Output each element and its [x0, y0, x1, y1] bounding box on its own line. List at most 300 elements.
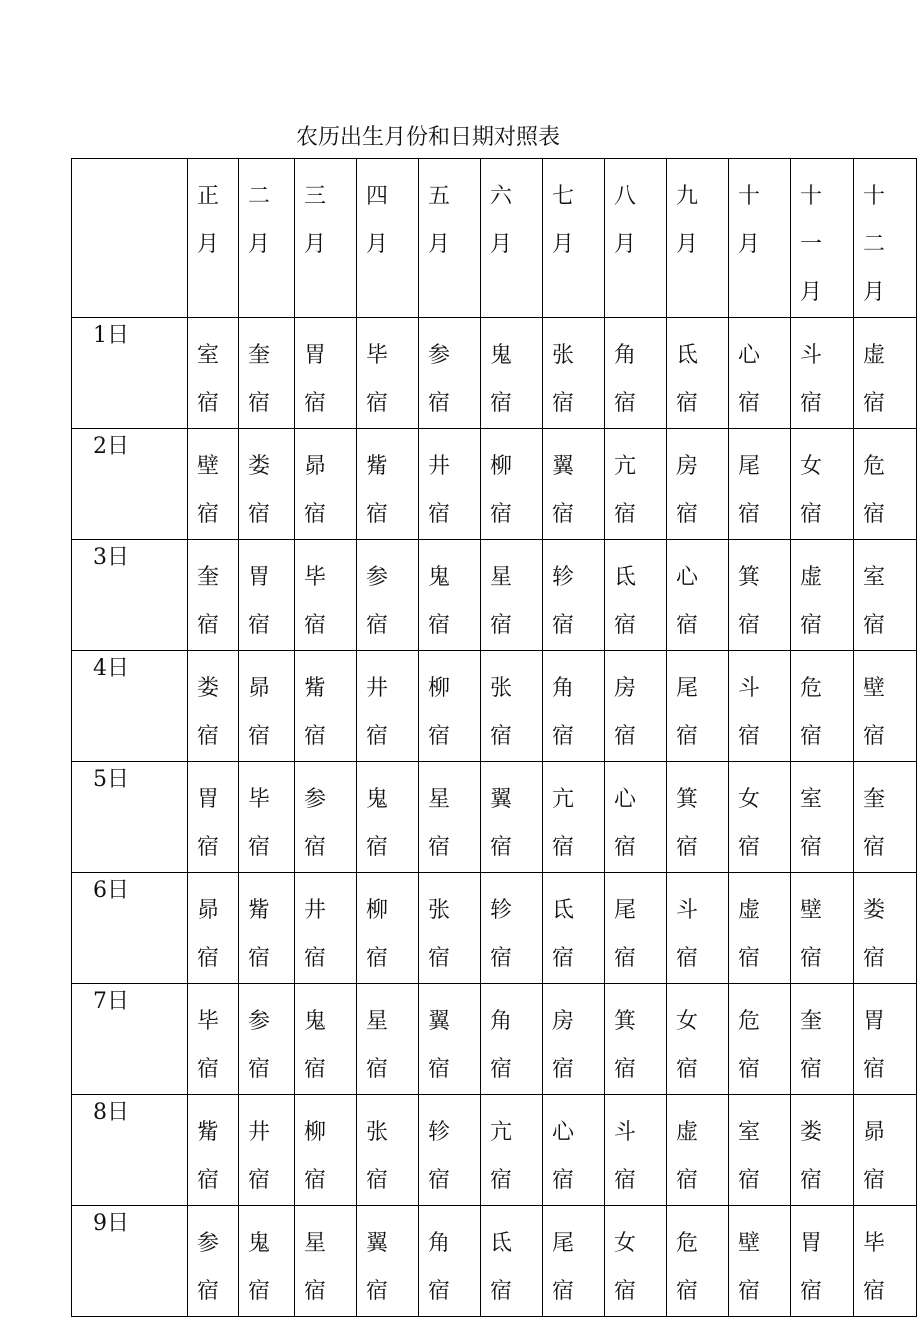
mansion-char: 箕: [676, 787, 699, 812]
mansion-cell: [854, 762, 917, 873]
mansion-text: [729, 429, 790, 539]
mansion-char: 张: [490, 676, 513, 701]
mansion-char: 室: [738, 1120, 761, 1145]
mansion-text: [239, 1095, 294, 1205]
mansion-char: 奎: [800, 1009, 823, 1034]
mansion-char: 女: [800, 454, 823, 479]
mansion-text: [543, 540, 604, 650]
mansion-cell: [481, 762, 543, 873]
mansion-char: 壁: [738, 1231, 761, 1256]
mansion-char: 心: [614, 787, 637, 812]
month-char: 一: [800, 232, 823, 257]
mansion-text: [854, 540, 916, 650]
mansion-cell: [605, 429, 667, 540]
mansion-char: 星: [490, 565, 513, 590]
mansion-cell: [239, 540, 295, 651]
mansion-char: 宿: [248, 502, 271, 527]
mansion-char: 宿: [800, 1279, 823, 1304]
mansion-text: [854, 984, 916, 1094]
mansion-cell: [357, 873, 419, 984]
mansion-char: 宿: [428, 724, 451, 749]
mansion-char: 虚: [738, 898, 761, 923]
month-label: [729, 159, 790, 269]
mansion-char: 宿: [248, 835, 271, 860]
mansion-cell: [543, 984, 605, 1095]
mansion-cell: [605, 984, 667, 1095]
mansion-cell: [419, 1095, 481, 1206]
mansion-text: [854, 873, 916, 983]
mansion-cell: [854, 318, 917, 429]
mansion-text: [791, 1206, 853, 1316]
mansion-cell: [543, 651, 605, 762]
mansion-cell: [357, 1095, 419, 1206]
mansion-cell: [543, 1095, 605, 1206]
mansion-text: [729, 318, 790, 428]
mansion-text: [481, 984, 542, 1094]
month-char: 八: [614, 184, 637, 209]
mansion-char: 心: [738, 343, 761, 368]
table-row: [72, 429, 917, 540]
mansion-char: 宿: [738, 502, 761, 527]
table-row: [72, 1206, 917, 1317]
mansion-char: 宿: [614, 502, 637, 527]
month-char: 月: [863, 280, 886, 305]
mansion-cell: [481, 540, 543, 651]
mansion-char: 宿: [304, 391, 327, 416]
mansion-cell: [357, 1206, 419, 1317]
mansion-char: 室: [197, 343, 220, 368]
mansion-char: 斗: [676, 898, 699, 923]
mansion-cell: [605, 762, 667, 873]
mansion-char: 宿: [552, 946, 575, 971]
mansion-cell: [667, 984, 729, 1095]
mansion-cell: [295, 651, 357, 762]
mansion-char: 宿: [490, 502, 513, 527]
month-char: 四: [366, 184, 389, 209]
mansion-text: [419, 1206, 480, 1316]
day-label-cell: [72, 762, 188, 873]
mansion-char: 宿: [676, 835, 699, 860]
mansion-cell: [791, 984, 854, 1095]
mansion-char: 宿: [197, 1279, 220, 1304]
mansion-cell: [481, 1095, 543, 1206]
mansion-char: 尾: [676, 676, 699, 701]
mansion-char: 宿: [304, 946, 327, 971]
day-label-cell: [72, 1206, 188, 1317]
mansion-char: 心: [676, 565, 699, 590]
month-char: 二: [863, 232, 886, 257]
mansion-cell: [188, 651, 239, 762]
mansion-cell: [295, 318, 357, 429]
mansion-cell: [854, 1206, 917, 1317]
mansion-cell: [667, 762, 729, 873]
mansion-text: [481, 318, 542, 428]
mansion-char: 宿: [366, 1168, 389, 1193]
day-label: 9日: [93, 1211, 129, 1236]
table-body: [72, 159, 917, 1317]
day-label-cell: [72, 429, 188, 540]
month-char: 十: [863, 184, 886, 209]
month-char: 月: [676, 232, 699, 257]
mansion-char: 宿: [197, 391, 220, 416]
month-header-9: [667, 159, 729, 318]
mansion-char: 宿: [800, 1057, 823, 1082]
mansion-char: 星: [428, 787, 451, 812]
mansion-text: [543, 984, 604, 1094]
mansion-text: [188, 540, 238, 650]
mansion-char: 宿: [490, 613, 513, 638]
mansion-cell: [419, 1206, 481, 1317]
mansion-char: 宿: [197, 613, 220, 638]
mansion-char: 宿: [863, 391, 886, 416]
mansion-text: [667, 762, 728, 872]
mansion-char: 宿: [552, 1279, 575, 1304]
mansion-cell: [605, 1095, 667, 1206]
mansion-char: 昴: [248, 676, 271, 701]
mansion-cell: [188, 318, 239, 429]
mansion-cell: [543, 540, 605, 651]
mansion-text: [729, 984, 790, 1094]
mansion-char: 尾: [552, 1231, 575, 1256]
mansion-char: 房: [676, 454, 699, 479]
mansion-text: [854, 1206, 916, 1316]
mansion-text: [239, 318, 294, 428]
mansion-text: [295, 540, 356, 650]
mansion-text: [188, 1206, 238, 1316]
day-label-cell: [72, 1095, 188, 1206]
mansion-cell: [481, 873, 543, 984]
mansion-cell: [357, 429, 419, 540]
mansion-char: 星: [304, 1231, 327, 1256]
mansion-char: 箕: [738, 565, 761, 590]
mansion-text: [729, 762, 790, 872]
month-header-8: [605, 159, 667, 318]
mansion-char: 觜: [304, 676, 327, 701]
mansion-char: 宿: [552, 613, 575, 638]
mansion-cell: [357, 762, 419, 873]
mansion-char: 宿: [366, 1279, 389, 1304]
mansion-cell: [667, 429, 729, 540]
mansion-char: 宿: [366, 391, 389, 416]
mansion-cell: [295, 540, 357, 651]
mansion-cell: [239, 762, 295, 873]
mansion-char: 觜: [248, 898, 271, 923]
mansion-cell: [791, 1095, 854, 1206]
month-header-3: [295, 159, 357, 318]
month-char: 六: [490, 184, 513, 209]
mansion-char: 奎: [863, 787, 886, 812]
mansion-text: [357, 540, 418, 650]
mansion-char: 宿: [863, 1057, 886, 1082]
mansion-char: 翼: [490, 787, 513, 812]
mansion-char: 宿: [738, 724, 761, 749]
month-char: 十: [738, 184, 761, 209]
lunar-table: [71, 158, 917, 1317]
month-char: 月: [366, 232, 389, 257]
mansion-char: 宿: [614, 946, 637, 971]
mansion-char: 宿: [428, 502, 451, 527]
mansion-char: 胃: [248, 565, 271, 590]
mansion-char: 井: [428, 454, 451, 479]
mansion-text: [481, 651, 542, 761]
mansion-text: [239, 540, 294, 650]
mansion-cell: [295, 873, 357, 984]
mansion-text: [791, 540, 853, 650]
mansion-char: 宿: [366, 946, 389, 971]
mansion-char: 鬼: [366, 787, 389, 812]
mansion-char: 角: [490, 1009, 513, 1034]
mansion-text: [791, 1095, 853, 1205]
mansion-cell: [419, 762, 481, 873]
mansion-cell: [419, 318, 481, 429]
mansion-char: 虚: [863, 343, 886, 368]
mansion-text: [854, 318, 916, 428]
mansion-cell: [295, 1095, 357, 1206]
month-header-5: [419, 159, 481, 318]
table-row: [72, 984, 917, 1095]
mansion-cell: [419, 651, 481, 762]
mansion-cell: [295, 984, 357, 1095]
mansion-char: 宿: [800, 835, 823, 860]
mansion-char: 宿: [614, 1057, 637, 1082]
mansion-text: [791, 873, 853, 983]
mansion-cell: [543, 873, 605, 984]
mansion-char: 女: [738, 787, 761, 812]
mansion-text: [188, 318, 238, 428]
mansion-char: 亢: [614, 454, 637, 479]
month-char: 三: [304, 184, 327, 209]
mansion-text: [239, 984, 294, 1094]
mansion-char: 宿: [552, 1057, 575, 1082]
mansion-char: 室: [863, 565, 886, 590]
mansion-char: 宿: [366, 1057, 389, 1082]
mansion-text: [667, 429, 728, 539]
mansion-text: [419, 873, 480, 983]
month-char: 月: [197, 232, 220, 257]
mansion-text: [667, 318, 728, 428]
mansion-text: [357, 873, 418, 983]
day-label: 3日: [93, 545, 129, 570]
mansion-char: 昴: [863, 1120, 886, 1145]
mansion-cell: [481, 651, 543, 762]
mansion-text: [419, 1095, 480, 1205]
mansion-cell: [854, 651, 917, 762]
mansion-cell: [481, 429, 543, 540]
mansion-char: 宿: [614, 1168, 637, 1193]
mansion-text: [481, 429, 542, 539]
mansion-cell: [419, 540, 481, 651]
mansion-char: 觜: [366, 454, 389, 479]
mansion-char: 宿: [490, 946, 513, 971]
mansion-cell: [667, 1095, 729, 1206]
mansion-char: 宿: [800, 724, 823, 749]
mansion-cell: [791, 762, 854, 873]
mansion-text: [357, 1095, 418, 1205]
month-char: 二: [248, 184, 271, 209]
month-char: 月: [304, 232, 327, 257]
mansion-cell: [239, 318, 295, 429]
mansion-cell: [729, 540, 791, 651]
mansion-char: 参: [428, 343, 451, 368]
mansion-char: 宿: [800, 1168, 823, 1193]
mansion-text: [239, 1206, 294, 1316]
mansion-char: 宿: [304, 613, 327, 638]
mansion-cell: [729, 1206, 791, 1317]
mansion-char: 宿: [366, 502, 389, 527]
mansion-text: [295, 762, 356, 872]
mansion-cell: [791, 318, 854, 429]
mansion-char: 毕: [863, 1231, 886, 1256]
mansion-char: 井: [248, 1120, 271, 1145]
mansion-char: 井: [366, 676, 389, 701]
mansion-text: [854, 762, 916, 872]
mansion-cell: [295, 429, 357, 540]
mansion-cell: [729, 873, 791, 984]
mansion-char: 昴: [197, 898, 220, 923]
mansion-char: 箕: [614, 1009, 637, 1034]
mansion-char: 娄: [800, 1120, 823, 1145]
mansion-char: 宿: [366, 835, 389, 860]
mansion-text: [419, 540, 480, 650]
mansion-char: 宿: [676, 946, 699, 971]
mansion-char: 娄: [197, 676, 220, 701]
mansion-cell: [729, 984, 791, 1095]
mansion-text: [188, 984, 238, 1094]
mansion-char: 宿: [738, 1279, 761, 1304]
mansion-char: 氐: [552, 898, 575, 923]
mansion-cell: [854, 1095, 917, 1206]
mansion-text: [188, 762, 238, 872]
mansion-char: 宿: [552, 1168, 575, 1193]
mansion-char: 宿: [738, 1168, 761, 1193]
mansion-char: 宿: [676, 1057, 699, 1082]
mansion-text: [605, 762, 666, 872]
mansion-text: [481, 1095, 542, 1205]
mansion-cell: [729, 1095, 791, 1206]
table-row: [72, 873, 917, 984]
mansion-char: 宿: [197, 502, 220, 527]
table-row: [72, 651, 917, 762]
mansion-text: [188, 429, 238, 539]
mansion-text: [419, 429, 480, 539]
mansion-char: 宿: [304, 1279, 327, 1304]
month-header-11: [791, 159, 854, 318]
mansion-text: [357, 651, 418, 761]
mansion-text: [729, 540, 790, 650]
mansion-char: 宿: [614, 835, 637, 860]
month-char: 月: [614, 232, 637, 257]
mansion-char: 宿: [863, 1279, 886, 1304]
mansion-char: 斗: [614, 1120, 637, 1145]
mansion-text: [295, 1095, 356, 1205]
mansion-char: 轸: [490, 898, 513, 923]
mansion-cell: [729, 651, 791, 762]
mansion-char: 胃: [800, 1231, 823, 1256]
mansion-char: 翼: [552, 454, 575, 479]
mansion-text: [543, 318, 604, 428]
mansion-char: 房: [552, 1009, 575, 1034]
mansion-char: 宿: [248, 391, 271, 416]
mansion-char: 宿: [738, 1057, 761, 1082]
mansion-char: 宿: [366, 724, 389, 749]
mansion-cell: [605, 651, 667, 762]
month-label: [543, 159, 604, 269]
mansion-cell: [357, 540, 419, 651]
mansion-char: 觜: [197, 1120, 220, 1145]
mansion-text: [605, 1206, 666, 1316]
mansion-cell: [295, 1206, 357, 1317]
mansion-char: 参: [366, 565, 389, 590]
mansion-cell: [188, 1095, 239, 1206]
day-label: 5日: [93, 767, 129, 792]
mansion-cell: [239, 429, 295, 540]
mansion-char: 宿: [738, 613, 761, 638]
page-title: 农历出生月份和日期对照表: [296, 125, 561, 150]
mansion-text: [667, 1095, 728, 1205]
mansion-char: 宿: [197, 946, 220, 971]
mansion-char: 危: [800, 676, 823, 701]
mansion-char: 娄: [863, 898, 886, 923]
mansion-char: 柳: [490, 454, 513, 479]
day-label-cell: [72, 873, 188, 984]
mansion-char: 心: [552, 1120, 575, 1145]
mansion-text: [419, 762, 480, 872]
mansion-text: [357, 984, 418, 1094]
month-char: 月: [248, 232, 271, 257]
month-char: 月: [800, 280, 823, 305]
mansion-text: [357, 762, 418, 872]
mansion-char: 宿: [304, 1168, 327, 1193]
mansion-char: 宿: [490, 391, 513, 416]
month-header-2: [239, 159, 295, 318]
mansion-char: 奎: [248, 343, 271, 368]
mansion-text: [295, 429, 356, 539]
mansion-cell: [605, 540, 667, 651]
mansion-text: [543, 651, 604, 761]
mansion-text: [605, 873, 666, 983]
mansion-char: 宿: [197, 1057, 220, 1082]
mansion-cell: [791, 873, 854, 984]
month-label: [667, 159, 728, 269]
mansion-char: 宿: [676, 1279, 699, 1304]
corner-cell: [72, 159, 188, 318]
mansion-cell: [791, 429, 854, 540]
mansion-char: 奎: [197, 565, 220, 590]
mansion-char: 柳: [304, 1120, 327, 1145]
mansion-char: 宿: [304, 502, 327, 527]
mansion-text: [357, 318, 418, 428]
day-label-cell: [72, 318, 188, 429]
mansion-char: 宿: [863, 613, 886, 638]
mansion-cell: [188, 429, 239, 540]
mansion-char: 宿: [490, 835, 513, 860]
day-label-cell: [72, 651, 188, 762]
mansion-char: 轸: [428, 1120, 451, 1145]
mansion-char: 危: [738, 1009, 761, 1034]
mansion-text: [239, 762, 294, 872]
mansion-char: 宿: [248, 1057, 271, 1082]
mansion-text: [791, 318, 853, 428]
mansion-text: [667, 540, 728, 650]
month-header-4: [357, 159, 419, 318]
mansion-char: 宿: [490, 1057, 513, 1082]
month-label: [481, 159, 542, 269]
mansion-char: 氐: [676, 343, 699, 368]
mansion-char: 氐: [490, 1231, 513, 1256]
mansion-char: 鬼: [304, 1009, 327, 1034]
mansion-char: 宿: [428, 946, 451, 971]
mansion-text: [543, 762, 604, 872]
